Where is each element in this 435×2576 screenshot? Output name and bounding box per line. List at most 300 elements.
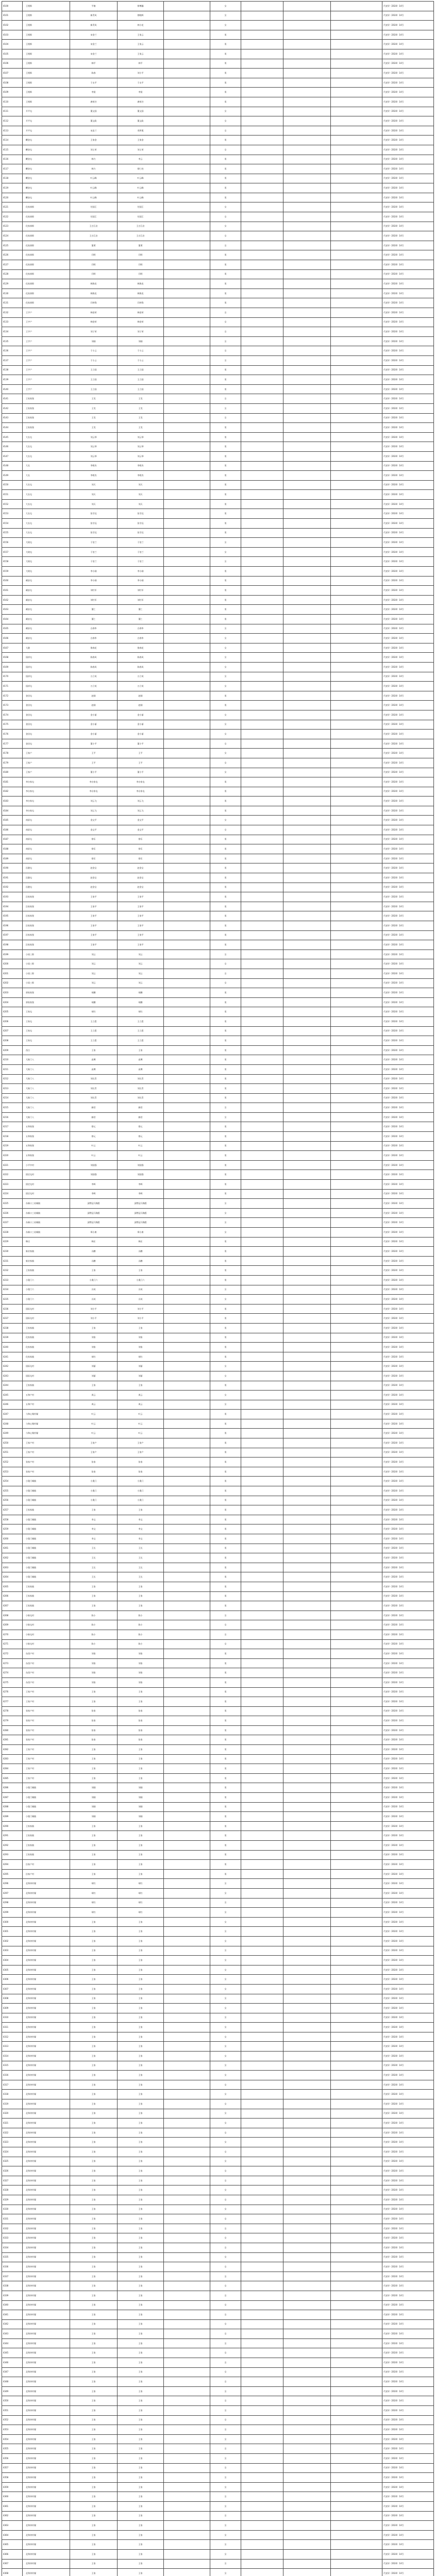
name-cell: 邱赞冠马海鸥 <box>70 1199 118 1209</box>
gender-cell: 男 <box>210 921 241 931</box>
unit-cell: 化家家镇 <box>23 1343 70 1352</box>
blank-cell <box>164 1505 210 1515</box>
col-9-cell <box>331 519 382 529</box>
unit-cell: 化家郊郎 <box>23 212 70 222</box>
gender-cell: 男 <box>210 1045 241 1055</box>
blank-cell <box>164 308 210 318</box>
unit-cell: 王家家镇 <box>23 1821 70 1831</box>
blank-cell <box>164 365 210 375</box>
row-number: 4250 <box>2 1438 23 1448</box>
name-cell: 王家 <box>70 2549 118 2559</box>
table-row <box>2 672 434 682</box>
col-7-cell <box>241 1601 283 1611</box>
unit-cell: 北和冲传媒 <box>23 1956 70 1965</box>
col-7-cell <box>241 2205 283 2214</box>
blank-cell <box>164 2032 210 2042</box>
row-number: 4294 <box>2 1860 23 1870</box>
unit-cell: 王家户村 <box>23 1438 70 1448</box>
col-7-cell <box>241 1093 283 1103</box>
name-cell: 王家 <box>70 2023 118 2032</box>
blank-cell <box>164 768 210 777</box>
document-number-cell: 代表导（2024）14号 <box>382 1630 434 1639</box>
document-number-cell: 代表导（2024）14号 <box>382 2338 434 2348</box>
row-number: 4241 <box>2 1352 23 1362</box>
blank-cell <box>164 11 210 21</box>
gender-cell: 女 <box>210 749 241 758</box>
col-7-cell <box>241 1247 283 1257</box>
blank-cell <box>164 959 210 969</box>
unit-cell: 沿家家堡 <box>23 940 70 950</box>
row-number: 4247 <box>2 1410 23 1419</box>
recorder-cell: 冯英 <box>118 1295 164 1304</box>
document-number-cell: 代表导（2024）14号 <box>382 183 434 193</box>
col-8-cell <box>283 1697 331 1707</box>
col-8-cell <box>283 1112 331 1122</box>
unit-cell: 五和家堡 <box>23 1122 70 1132</box>
document-number-cell: 代表导（2024）14号 <box>382 2415 434 2425</box>
col-8-cell <box>283 969 331 978</box>
name-cell: 王立国 <box>70 365 118 375</box>
name-cell: 小奥门 <box>70 1496 118 1505</box>
table-row <box>2 174 434 183</box>
recorder-cell: 赫君 <box>118 1112 164 1122</box>
unit-cell: 小奥门城镇 <box>23 1534 70 1544</box>
col-9-cell <box>331 959 382 969</box>
document-number-cell: 代表导（2024）14号 <box>382 2004 434 2013</box>
name-cell: 王立恩 <box>70 1016 118 1026</box>
unit-cell: 小奥门城镇 <box>23 1783 70 1793</box>
blank-cell <box>164 1611 210 1620</box>
col-9-cell <box>331 1544 382 1553</box>
row-number: 4292 <box>2 1841 23 1851</box>
row-number: 4133 <box>2 317 23 327</box>
unit-cell: 北和冲传媒 <box>23 2109 70 2119</box>
col-7-cell <box>241 1371 283 1381</box>
row-number: 4150 <box>2 480 23 490</box>
blank-cell <box>164 2329 210 2339</box>
recorder-cell: 王家 <box>118 2434 164 2444</box>
table-row <box>2 1687 434 1697</box>
col-7-cell <box>241 1275 283 1285</box>
recorder-cell: 王家 <box>118 2023 164 2032</box>
unit-cell: 南屏屯 <box>23 835 70 844</box>
unit-cell: 王家户 <box>23 758 70 768</box>
table-row <box>2 1850 434 1860</box>
recorder-cell: 王平 <box>118 758 164 768</box>
name-cell: 韩海龙 <box>70 279 118 289</box>
name-cell: 陈春 <box>70 69 118 78</box>
col-7-cell <box>241 1285 283 1295</box>
gender-cell: 女 <box>210 346 241 356</box>
blank-cell <box>164 1649 210 1659</box>
document-number-cell: 代表导（2024）14号 <box>382 1256 434 1266</box>
col-7-cell <box>241 1706 283 1716</box>
blank-cell <box>164 1026 210 1036</box>
blank-cell <box>164 2 210 11</box>
table-body <box>2 2 434 2576</box>
recorder-cell: 胡红 <box>118 1898 164 1908</box>
gender-cell: 男 <box>210 1735 241 1745</box>
unit-cell: 东西户村 <box>23 1649 70 1659</box>
row-number: 4179 <box>2 758 23 768</box>
row-number: 4207 <box>2 1026 23 1036</box>
gender-cell: 女 <box>210 2319 241 2329</box>
col-7-cell <box>241 2138 283 2147</box>
col-7-cell <box>241 11 283 21</box>
col-9-cell <box>331 183 382 193</box>
row-number: 4109 <box>2 88 23 97</box>
table-row <box>2 1323 434 1333</box>
recorder-cell: 刘丽 <box>118 1362 164 1371</box>
col-7-cell <box>241 691 283 701</box>
name-cell: 闫明 <box>70 269 118 279</box>
row-number: 4156 <box>2 538 23 548</box>
unit-cell: 北和冲传媒 <box>23 2521 70 2531</box>
row-number: 4224 <box>2 1189 23 1199</box>
document-number-cell: 代表导（2024）14号 <box>382 2540 434 2550</box>
table-row <box>2 730 434 739</box>
gender-cell: 男 <box>210 1055 241 1065</box>
name-cell: 冯英 <box>70 1295 118 1304</box>
gender-cell: 男 <box>210 1189 241 1199</box>
table-row <box>2 2310 434 2320</box>
row-number: 4226 <box>2 1208 23 1218</box>
col-8-cell <box>283 212 331 222</box>
blank-cell <box>164 1343 210 1352</box>
col-9-cell <box>331 1984 382 1994</box>
blank-cell <box>164 375 210 385</box>
col-9-cell <box>331 155 382 164</box>
document-number-cell: 代表导（2024）14号 <box>382 1984 434 1994</box>
col-7-cell <box>241 2119 283 2128</box>
name-cell: 王家 <box>70 1860 118 1870</box>
row-number: 4130 <box>2 289 23 298</box>
document-number-cell: 代表导（2024）14号 <box>382 1352 434 1362</box>
col-9-cell <box>331 576 382 586</box>
table-row <box>2 499 434 509</box>
unit-cell: 王家屯 <box>23 1007 70 1017</box>
gender-cell: 男 <box>210 1658 241 1668</box>
name-cell: 韩庄 <box>70 1237 118 1247</box>
gender-cell: 女 <box>210 1199 241 1209</box>
blank-cell <box>164 1515 210 1524</box>
document-number-cell: 代表导（2024）14号 <box>382 174 434 183</box>
name-cell: 王家 <box>70 1591 118 1601</box>
col-8-cell <box>283 2272 331 2281</box>
unit-cell: 南屏屯 <box>23 825 70 835</box>
table-row <box>2 1582 434 1591</box>
document-number-cell: 代表导（2024）14号 <box>382 403 434 413</box>
unit-cell: 北和冲传媒 <box>23 2252 70 2262</box>
row-number: 4221 <box>2 1160 23 1170</box>
document-number-cell: 代表导（2024）14号 <box>382 2252 434 2262</box>
col-8-cell <box>283 1055 331 1065</box>
document-number-cell: 代表导（2024）14号 <box>382 950 434 959</box>
recorder-cell: 王家 <box>118 1754 164 1764</box>
document-number-cell: 代表导（2024）14号 <box>382 1773 434 1783</box>
col-7-cell <box>241 1160 283 1170</box>
recorder-cell: 刘长青 <box>118 1093 164 1103</box>
table-row <box>2 519 434 529</box>
row-number: 4160 <box>2 576 23 586</box>
recorder-cell: 王家平 <box>118 902 164 911</box>
col-8-cell <box>283 1745 331 1755</box>
col-7-cell <box>241 1362 283 1371</box>
col-8-cell <box>283 1275 331 1285</box>
col-8-cell <box>283 1687 331 1697</box>
gender-cell: 女 <box>210 2367 241 2377</box>
col-9-cell <box>331 940 382 950</box>
gender-cell: 女 <box>210 241 241 250</box>
col-7-cell <box>241 1879 283 1889</box>
name-cell: 王家 <box>70 2386 118 2396</box>
col-9-cell <box>331 2090 382 2099</box>
document-number-cell: 代表导（2024）14号 <box>382 2071 434 2080</box>
recorder-cell: 刘家 <box>118 1333 164 1343</box>
col-8-cell <box>283 1448 331 1458</box>
document-number-cell: 代表导（2024）14号 <box>382 1122 434 1132</box>
row-number: 4154 <box>2 519 23 529</box>
recorder-cell: 王家 <box>118 2338 164 2348</box>
gender-cell: 女 <box>210 2272 241 2281</box>
table-row <box>2 1026 434 1036</box>
table-row <box>2 2042 434 2052</box>
col-8-cell <box>283 835 331 844</box>
row-number: 4357 <box>2 2463 23 2473</box>
col-7-cell <box>241 978 283 988</box>
name-cell: 王家 <box>70 1505 118 1515</box>
table-row <box>2 375 434 385</box>
document-number-cell: 代表导（2024）14号 <box>382 1716 434 1726</box>
name-cell: 张家 <box>70 1467 118 1477</box>
recorder-cell: 刘小平 <box>118 1314 164 1324</box>
name-cell: 白春华 <box>70 634 118 643</box>
recorder-cell: 王家 <box>118 2233 164 2243</box>
recorder-cell: 王家 <box>118 2090 164 2099</box>
unit-cell: 王家家镇 <box>23 1601 70 1611</box>
col-9-cell <box>331 241 382 250</box>
recorder-cell: 王家 <box>118 2071 164 2080</box>
document-number-cell: 代表导（2024）14号 <box>382 2511 434 2521</box>
blank-cell <box>164 1132 210 1142</box>
gender-cell: 男 <box>210 1458 241 1467</box>
col-9-cell <box>331 1639 382 1649</box>
document-number-cell: 代表导（2024）14号 <box>382 1103 434 1113</box>
name-cell: 王家 <box>70 2272 118 2281</box>
blank-cell <box>164 116 210 126</box>
row-number: 4356 <box>2 2454 23 2464</box>
recorder-cell: 王家 <box>118 2386 164 2396</box>
document-number-cell: 代表导（2024）14号 <box>382 2157 434 2166</box>
recorder-cell: 王立国 <box>118 365 164 375</box>
unit-cell: 化家郊郎 <box>23 279 70 289</box>
name-cell: 王家 <box>70 2119 118 2128</box>
blank-cell <box>164 2243 210 2252</box>
gender-cell: 女 <box>210 538 241 548</box>
table-row <box>2 586 434 596</box>
recorder-cell: 王家 <box>118 2099 164 2109</box>
recorder-cell: 陈春风 <box>118 653 164 663</box>
col-7-cell <box>241 2319 283 2329</box>
unit-cell: 李台家屯 <box>23 787 70 796</box>
col-8-cell <box>283 1486 331 1496</box>
col-7-cell <box>241 1266 283 1276</box>
col-8-cell <box>283 634 331 643</box>
document-number-cell: 代表导（2024）14号 <box>382 978 434 988</box>
table-row <box>2 135 434 145</box>
row-number: 4220 <box>2 1151 23 1161</box>
document-number-cell: 代表导（2024）14号 <box>382 624 434 634</box>
document-number-cell: 代表导（2024）14号 <box>382 921 434 931</box>
table-row <box>2 336 434 346</box>
col-8-cell <box>283 126 331 135</box>
recorder-cell: 刘家 <box>118 1649 164 1659</box>
row-number: 4167 <box>2 643 23 653</box>
col-7-cell <box>241 519 283 529</box>
document-number-cell: 代表导（2024）14号 <box>382 1946 434 1956</box>
name-cell: 于永平 <box>70 78 118 88</box>
document-number-cell: 代表导（2024）14号 <box>382 1908 434 1918</box>
row-number: 4258 <box>2 1515 23 1524</box>
row-number: 4158 <box>2 557 23 567</box>
col-9-cell <box>331 1620 382 1630</box>
unit-cell: 大长 <box>23 461 70 471</box>
recorder-cell: 王家 <box>118 2358 164 2368</box>
col-7-cell <box>241 1783 283 1793</box>
col-7-cell <box>241 2004 283 2013</box>
row-number: 4105 <box>2 49 23 59</box>
col-8-cell <box>283 576 331 586</box>
name-cell: 韩平 <box>70 59 118 69</box>
unit-cell: 邮安屯 <box>23 634 70 643</box>
blank-cell <box>164 1630 210 1639</box>
recorder-cell: 徐元 <box>118 1132 164 1142</box>
col-9-cell <box>331 279 382 289</box>
name-cell: 王家 <box>70 2281 118 2291</box>
document-number-cell: 代表导（2024）14号 <box>382 730 434 739</box>
recorder-cell: 叶云峰 <box>118 174 164 183</box>
unit-cell: 李台家屯 <box>23 806 70 816</box>
document-number-cell: 代表导（2024）14号 <box>382 1591 434 1601</box>
name-cell: 王平 <box>70 758 118 768</box>
row-number: 4146 <box>2 442 23 452</box>
table-row <box>2 2454 434 2464</box>
row-number: 4106 <box>2 59 23 69</box>
gender-cell: 女 <box>210 107 241 116</box>
col-8-cell <box>283 1725 331 1735</box>
name-cell: 王家 <box>70 1869 118 1879</box>
document-number-cell: 代表导（2024）14号 <box>382 691 434 701</box>
row-number: 4189 <box>2 854 23 863</box>
gender-cell: 男 <box>210 892 241 902</box>
col-8-cell <box>283 423 331 433</box>
col-9-cell <box>331 1582 382 1591</box>
blank-cell <box>164 1381 210 1391</box>
col-7-cell <box>241 78 283 88</box>
document-number-cell: 代表导（2024）14号 <box>382 2119 434 2128</box>
name-cell: 董仁 <box>70 615 118 624</box>
row-number: 4239 <box>2 1333 23 1343</box>
recorder-cell: 王家 <box>118 2569 164 2576</box>
gender-cell: 女 <box>210 1994 241 2004</box>
col-8-cell <box>283 2281 331 2291</box>
col-7-cell <box>241 1314 283 1324</box>
blank-cell <box>164 1821 210 1831</box>
gender-cell: 女 <box>210 2166 241 2176</box>
recorder-cell: 张家 <box>118 1458 164 1467</box>
unit-cell: 金田屯 <box>23 710 70 720</box>
unit-cell: 北和冲传媒 <box>23 2482 70 2492</box>
gender-cell: 男 <box>210 1563 241 1572</box>
document-number-cell: 代表导（2024）14号 <box>382 1658 434 1668</box>
blank-cell <box>164 1486 210 1496</box>
gender-cell: 男 <box>210 135 241 145</box>
col-7-cell <box>241 1668 283 1678</box>
unit-cell: 王家家堡 <box>23 413 70 423</box>
col-8-cell <box>283 825 331 835</box>
recorder-cell: 高博 <box>118 1064 164 1074</box>
col-7-cell <box>241 2195 283 2205</box>
row-number: 4218 <box>2 1132 23 1142</box>
col-9-cell <box>331 2099 382 2109</box>
row-number: 4233 <box>2 1275 23 1285</box>
unit-cell: 北和冲传媒 <box>23 1908 70 1918</box>
unit-cell: 王相郎 <box>23 69 70 78</box>
blank-cell <box>164 2492 210 2502</box>
col-9-cell <box>331 2080 382 2090</box>
unit-cell: 国祥屯 <box>23 653 70 663</box>
col-7-cell <box>241 816 283 825</box>
col-9-cell <box>331 1956 382 1965</box>
blank-cell <box>164 634 210 643</box>
row-number: 4343 <box>2 2329 23 2339</box>
document-number-cell: 代表导（2024）14号 <box>382 279 434 289</box>
col-8-cell <box>283 1007 331 1017</box>
col-7-cell <box>241 1419 283 1429</box>
blank-cell <box>164 2521 210 2531</box>
document-number-cell: 代表导（2024）14号 <box>382 519 434 529</box>
name-cell: 闫伟锋 <box>70 298 118 308</box>
document-number-cell: 代表导（2024）14号 <box>382 2032 434 2042</box>
col-7-cell <box>241 2052 283 2061</box>
gender-cell: 男 <box>210 1256 241 1266</box>
col-9-cell <box>331 730 382 739</box>
col-7-cell <box>241 69 283 78</box>
blank-cell <box>164 1898 210 1908</box>
col-9-cell <box>331 2109 382 2119</box>
unit-cell: 沿家户村 <box>23 1860 70 1870</box>
blank-cell <box>164 701 210 710</box>
row-number: 4118 <box>2 174 23 183</box>
col-9-cell <box>331 1275 382 1285</box>
blank-cell <box>164 2559 210 2569</box>
col-7-cell <box>241 298 283 308</box>
recorder-cell: 刘刚 <box>118 1802 164 1812</box>
table-row <box>2 1122 434 1132</box>
unit-cell: 北和冲传媒 <box>23 1994 70 2004</box>
col-7-cell <box>241 346 283 356</box>
col-9-cell <box>331 701 382 710</box>
col-9-cell <box>331 432 382 442</box>
col-8-cell <box>283 816 331 825</box>
col-8-cell <box>283 528 331 538</box>
name-cell: 王家 <box>70 2214 118 2224</box>
col-7-cell <box>241 355 283 365</box>
recorder-cell: 刘云琴 <box>118 451 164 461</box>
gender-cell: 女 <box>210 2090 241 2099</box>
col-7-cell <box>241 2262 283 2272</box>
table-row <box>2 126 434 135</box>
